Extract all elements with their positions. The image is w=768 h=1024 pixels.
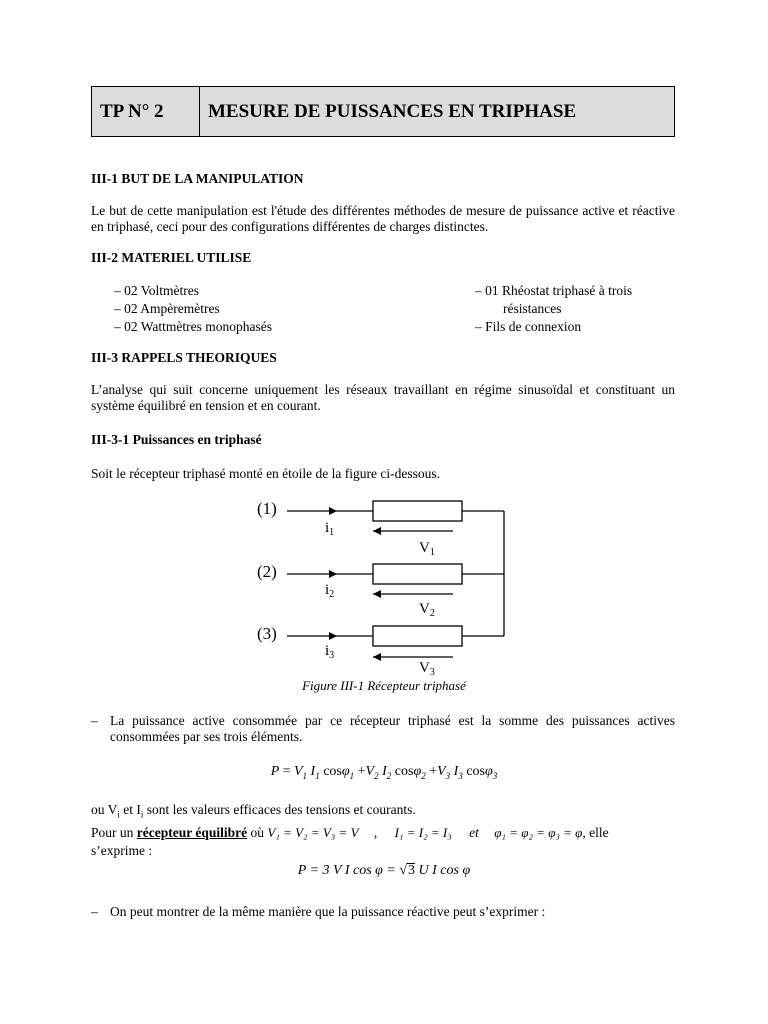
list-item: – 02 Ampèremètres xyxy=(114,301,220,316)
page-title: MESURE DE PUISSANCES EN TRIPHASE xyxy=(208,100,577,122)
list-item: – 02 Voltmètres xyxy=(114,283,200,298)
bullet-dash: – xyxy=(91,713,98,728)
resistor-1 xyxy=(373,501,462,521)
voltage-arrowhead-2 xyxy=(373,590,381,598)
balanced-receiver-line-2: s’exprime : xyxy=(91,843,153,858)
voltage-label-1: $V_1$ xyxy=(419,540,435,558)
bullet-dash: – xyxy=(91,904,98,919)
section-heading-but: III-1 BUT DE LA MANIPULATION xyxy=(91,171,304,186)
bullet-active-power xyxy=(91,713,675,745)
voltage-label-2: $V_2$ xyxy=(419,601,435,619)
current-arrowhead-1 xyxy=(329,507,337,515)
equation-voltages: V₁ = V₂ = V₃ = V xyxy=(267,825,359,840)
subsection-heading-puissances: III-3-1 Puissances en triphasé xyxy=(91,432,262,447)
resistor-3 xyxy=(373,626,462,646)
section-heading-rappels: III-3 RAPPELS THEORIQUES xyxy=(91,350,277,365)
current-label-2: $i_2$ xyxy=(325,582,335,600)
figure-caption: Figure III-1 Récepteur triphasé xyxy=(302,678,466,693)
equipment-list-right xyxy=(475,282,632,336)
bullet-text: La puissance active consommée par ce récepteur triphasé est la somme des puissances actives consommées par ses trois éléments. xyxy=(110,713,675,744)
tp-number: TP N° 2 xyxy=(92,87,200,136)
voltage-label-3: $V_3$ xyxy=(419,660,435,678)
current-label-3: $i_3$ xyxy=(325,643,335,661)
list-item: – 02 Wattmètres monophasés xyxy=(114,319,273,334)
phase-label-1: (1) xyxy=(257,499,277,518)
three-phase-receiver-figure xyxy=(253,495,513,680)
phase-label-2: (2) xyxy=(257,562,277,581)
current-label-1: $i_1$ xyxy=(325,520,335,538)
voltage-arrowhead-1 xyxy=(373,527,381,535)
list-item: – Fils de connexion xyxy=(475,319,582,334)
formula-balanced-power: P = 3 V I cos φ = √3 U I cos φ xyxy=(297,863,471,878)
bullet-text: On peut montrer de la même manière que la puissance réactive peut s’exprimer : xyxy=(110,904,546,919)
equipment-list-left xyxy=(114,282,272,336)
resistor-2 xyxy=(373,564,462,584)
current-arrowhead-3 xyxy=(329,632,337,640)
paragraph-rappels: L’analyse qui suit concerne uniquement les réseaux travaillant en régime sinusoïdal et constituant un système équilibré en tension et en courant. xyxy=(91,382,675,413)
list-item-continuation: résistances xyxy=(503,301,562,316)
definitions-line: ou $V_i$ et $I_i$ sont les valeurs efficaces des tensions et courants. xyxy=(91,802,416,820)
voltage-arrowhead-3 xyxy=(373,653,381,661)
equation-currents: I₁ = I₂ = I₃ xyxy=(394,825,452,840)
current-arrowhead-2 xyxy=(329,570,337,578)
balanced-receiver-term: récepteur équilibré xyxy=(136,825,248,840)
title-box xyxy=(91,86,675,137)
formula-active-power: $P = V_1$ $I_1$ $\cos\varphi_1 +V_2$ $I_2$ $\cos\varphi_2 +V_3$ $I_3$ cosφ$_3$ xyxy=(270,764,498,781)
paragraph-but: Le but de cette manipulation est l'étude des différentes méthodes de mesure de puissance active et réactive en triphasé, ceci pour des configurations différentes de charges distinctes. xyxy=(91,203,675,234)
phase-label-3: (3) xyxy=(257,624,277,643)
bullet-reactive-power xyxy=(91,904,675,920)
section-heading-materiel: III-2 MATERIEL UTILISE xyxy=(91,250,252,265)
equation-phases: φ₁ = φ₂ = φ₃ = φ xyxy=(494,825,583,840)
paragraph-intro-figure: Soit le récepteur triphasé monté en étoile de la figure ci-dessous. xyxy=(91,466,441,481)
balanced-receiver-line: Pour un récepteur équilibré où V₁ = V₂ = V₃ = V , I₁ = I₂ = I₃ et φ₁ = φ₂ = φ₃ = φ, elle xyxy=(91,825,609,840)
list-item: – 01 Rhéostat triphasé à trois xyxy=(475,283,633,298)
